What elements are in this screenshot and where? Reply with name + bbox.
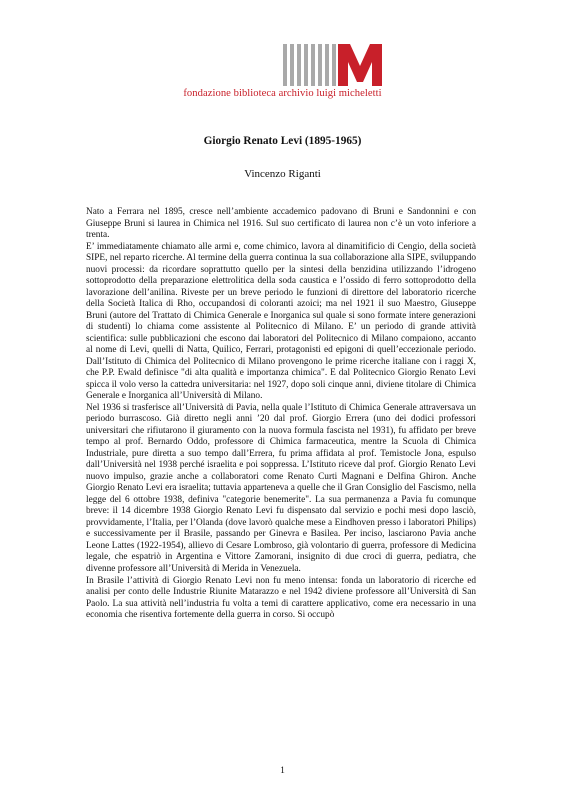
foundation-name: fondazione biblioteca archivio luigi micheletti bbox=[183, 88, 382, 99]
body-paragraph: Nato a Ferrara nel 1895, cresce nell’ambiente accademico padovano di Bruni e Sandonnini e con Giuseppe Bruni si laurea in Chimica nel 1916. Sul suo certificato di laurea non c’è un voto inferiore a trenta. bbox=[86, 207, 476, 241]
body-paragraph: Nel 1936 si trasferisce all’Università di Pavia, nella quale l’Istituto di Chimica Generale attraversava un periodo burrascoso. Già diretto negli anni ’20 dal prof. Giorgio Errera (uno dei dodici professori universitari che rifiutarono il giuramento con la nuova formula fascista nel 1931), fu affidato per breve tempo al prof. Bernardo Oddo, professore di Chimica farmaceutica, mentre la Scuola di Chimica Industriale, pure diretta a suo tempo dall’Errera, fu prima affidata al prof. Temistocle Jona, espulso dall’Università nel 1938 perché israelita e poi soppressa. L’Istituto riceve dal prof. Giorgio Renato Levi nuovo impulso, grazie anche a collaboratori come Renato Curti Magnani e Delfina Ghiron. Anche Giorgio Renato Levi era israelita; tuttavia apparteneva a quelle che il Gran Consiglio del Fascismo, nella legge del 6 ottobre 1938, definiva "categorie benemerite". La sua permanenza a Pavia fu comunque breve: il 14 dicembre 1938 Giorgio Renato Levi fu dispensato dal servizio e pochi mesi dopo lasciò, provvidamente, l’Italia, per l’Olanda (dove lavorò qualche mese a Eindhoven presso i laboratori Philips) e successivamente per il Brasile, passando per Ginevra e Basilea. Per inciso, lasciarono Pavia anche Leone Lattes (1922-1954), allievo di Cesare Lombroso, già volontario di guerra, professore di Medicina legale, che espatriò in Argentina e Vittore Zamorani, insignito di due croci di guerra, pediatra, che divenne professore all’Università di Merida in Venezuela. bbox=[86, 402, 476, 574]
document-author: Vincenzo Riganti bbox=[244, 168, 321, 180]
body-paragraph: E’ immediatamente chiamato alle armi e, come chimico, lavora al dinamitificio di Cengio, della società SIPE, nel reparto ricerche. Al termine della guerra continua la sua collaborazione alla SIPE, sviluppando nuovi processi: da ricordare soprattutto quello per la sintesi della benzidina utilizzando l’idrogeno sottoprodotto della preparazione elettrolitica della soda caustica e l’ossido di ferro sottoprodotto della lavorazione dell’anilina. Riveste per un breve periodo le funzioni di direttore del laboratorio ricerche della Società Italica di Rho, occupandosi di coloranti azoici; ma nel 1921 il suo Maestro, Giuseppe Bruni (autore del Trattato di Chimica Generale e Inorganica sul quale si sono formate intere generazioni di studenti) lo chiama come assistente al Politecnico di Milano. E’ un periodo di grande attività scientifica: sulle pubblicazioni che escono dai laboratori del Politecnico di Milano compaiono, accanto al nome di Levi, quelli di Natta, Quilico, Ferrari, protagonisti ed epigoni di quell’eccezionale periodo. Dall’Istituto di Chimica del Politecnico di Milano provengono le prime ricerche italiane con i raggi X, che P.P. Ewald definisce "di alta qualità e importanza chimica". E dal Politecnico Giorgio Renato Levi spicca il volo verso la cattedra universitaria: nel 1927, dopo soli cinque anni, diviene titolare di Chimica Generale e Inorganica all’Università di Milano. bbox=[86, 241, 476, 402]
logo-mark bbox=[283, 44, 383, 86]
document-title: Giorgio Renato Levi (1895-1965) bbox=[203, 135, 362, 147]
body-paragraph: In Brasile l’attività di Giorgio Renato Levi non fu meno intensa: fonda un laboratorio di ricerche ed analisi per conto delle Industrie Riunite Matarazzo e nel 1942 diviene professore all’Università di San Paolo. La sua attività nell’industria fu volta a temi di carattere applicativo, come era necessario in una economia che risentiva fortemente della guerra in corso. Si occupò bbox=[86, 575, 476, 621]
document-body bbox=[86, 207, 476, 622]
logo-m-letter bbox=[338, 44, 382, 86]
page-number: 1 bbox=[280, 766, 285, 776]
logo-gray-stripes bbox=[283, 44, 336, 86]
